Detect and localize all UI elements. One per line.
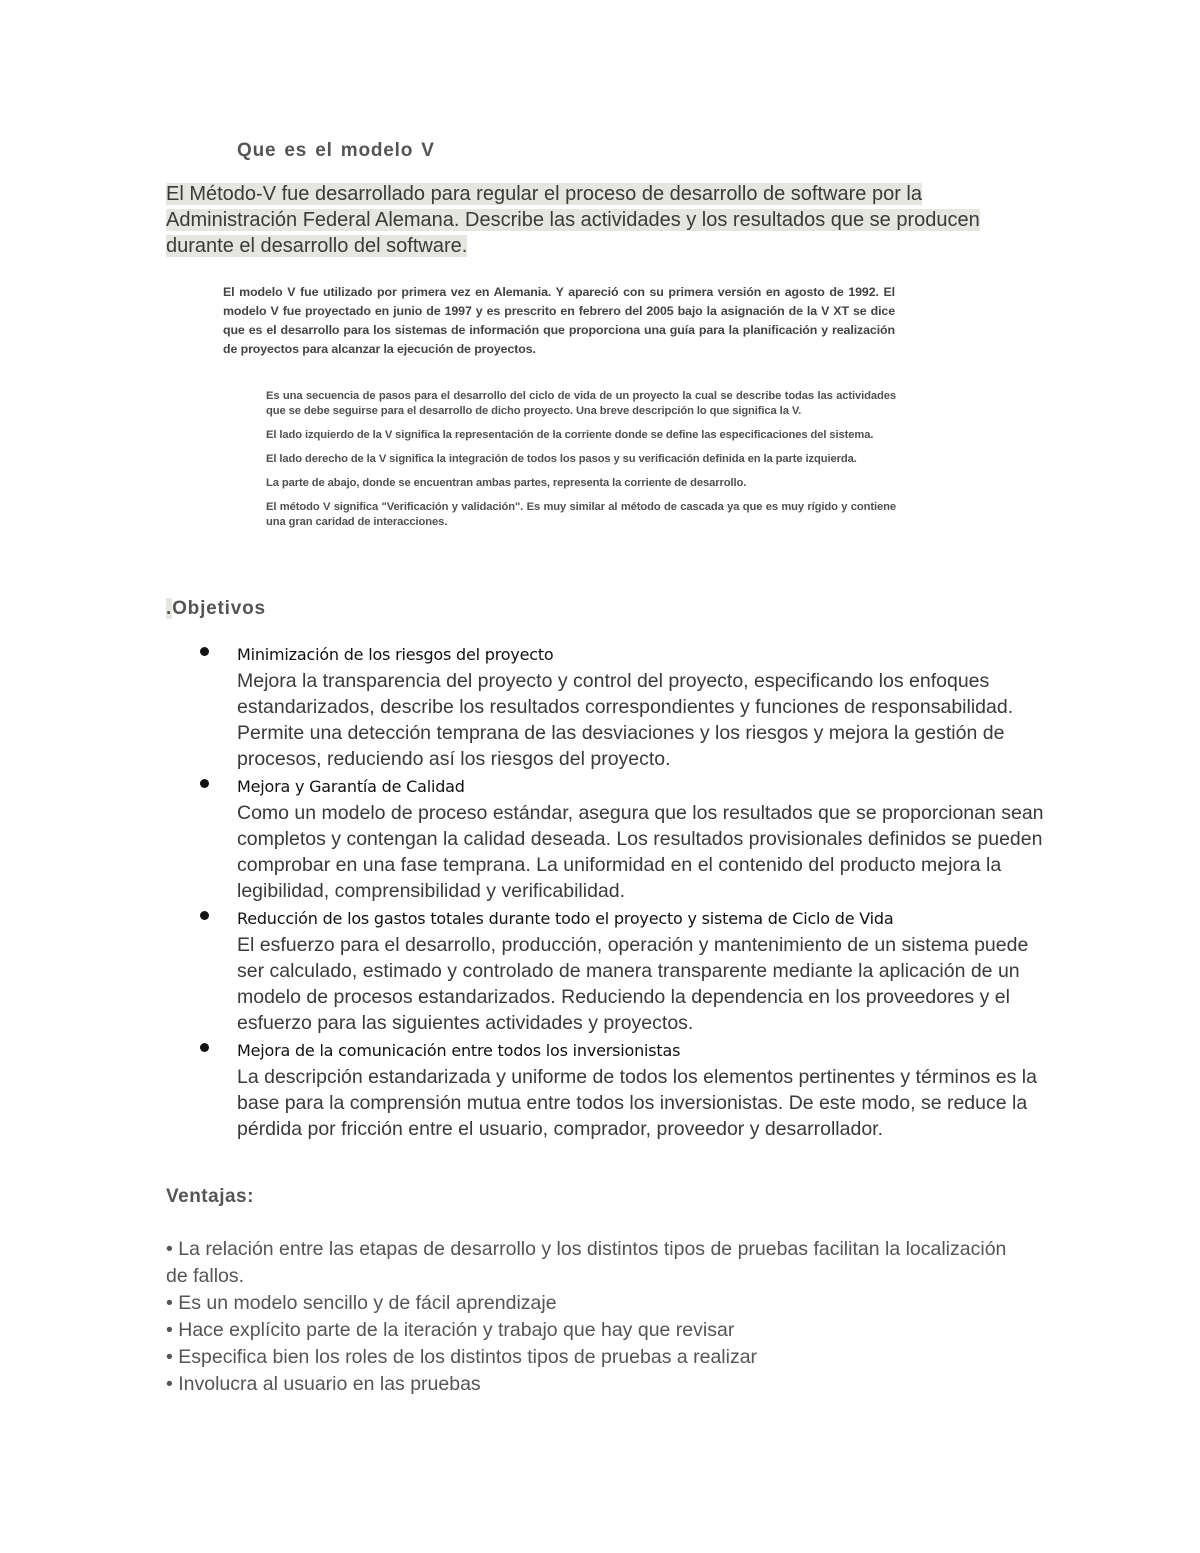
intro-text: El Método-V fue desarrollado para regular el proceso de desarrollo de software por la Administración Federal Alemana. Describe las actividades y los resultados que se producen durante el desarrollo del software. bbox=[166, 183, 980, 257]
objective-label: Mejora y Garantía de Calidad bbox=[237, 777, 465, 796]
objectives-heading bbox=[166, 598, 266, 620]
bullet-icon bbox=[200, 647, 209, 656]
ventaja-item: • Involucra al usuario en las pruebas bbox=[166, 1373, 481, 1395]
objective-item bbox=[200, 774, 1050, 904]
objective-description: Como un modelo de proceso estándar, asegura que los resultados que se proporcionan sean completos y contengan la calidad deseada. Los resultados provisionales definidos se pueden comprobar en una fase temprana. La uniformidad en el contenido del producto mejora la legibilidad, comprensibilidad y verificabilidad. bbox=[237, 802, 1044, 902]
objectives-heading-dot: . bbox=[166, 598, 173, 619]
page-title: Que es el modelo V bbox=[237, 140, 435, 161]
ventaja-item: • La relación entre las etapas de desarrollo y los distintos tipos de pruebas facilitan la localización de fallos. bbox=[166, 1238, 1007, 1287]
scan-line: Es una secuencia de pasos para el desarrollo del ciclo de vida de un proyecto la cual se describe todas las actividades que se debe seguirse para el desarrollo de dicho proyecto. Una breve descripción lo que significa la V. bbox=[266, 390, 896, 417]
objective-item bbox=[200, 906, 1050, 1036]
scan-line: El lado izquierdo de la V significa la representación de la corriente donde se define las especificaciones del sistema. bbox=[266, 429, 874, 441]
ventajas-heading: Ventajas: bbox=[166, 1186, 254, 1207]
ventajas-list bbox=[166, 1236, 1026, 1398]
objectives-list bbox=[200, 642, 1050, 1144]
objective-item bbox=[200, 642, 1050, 772]
bullet-icon bbox=[200, 911, 209, 920]
intro-paragraph bbox=[166, 181, 996, 259]
scan-line: La parte de abajo, donde se encuentran ambas partes, representa la corriente de desarrollo. bbox=[266, 477, 747, 489]
scan-line: El lado derecho de la V significa la integración de todos los pasos y su verificación definida en la parte izquierda. bbox=[266, 453, 857, 465]
objective-label: Mejora de la comunicación entre todos los inversionistas bbox=[237, 1041, 681, 1060]
bullet-icon bbox=[200, 1043, 209, 1052]
objective-description: La descripción estandarizada y uniforme de todos los elementos pertinentes y términos es la base para la comprensión mutua entre todos los inversionistas. De este modo, se reduce la pérdida por fricción entre el usuario, comprador, proveedor y desarrollador. bbox=[237, 1066, 1037, 1140]
objective-description: El esfuerzo para el desarrollo, producción, operación y mantenimiento de un sistema puede ser calculado, estimado y controlado de manera transparente mediante la aplicación de un modelo de procesos estandarizados. Reduciendo la dependencia en los proveedores y el esfuerzo para las siguientes actividades y proyectos. bbox=[237, 934, 1029, 1034]
objective-item bbox=[200, 1038, 1050, 1142]
objective-description: Mejora la transparencia del proyecto y control del proyecto, especificando los enfoques estandarizados, describe los resultados correspondientes y funciones de responsabilidad. Permite una detección temprana de las desviaciones y los riesgos y mejora la gestión de procesos, reduciendo así los riesgos del proyecto. bbox=[237, 670, 1014, 770]
scanned-paragraph-history: El modelo V fue utilizado por primera vez en Alemania. Y apareció con su primera versión en agosto de 1992. El modelo V fue proyectado en junio de 1997 y es prescrito en febrero del 2005 bajo la asignación de la V XT se dice que es el desarrollo para los sistemas de información que proporciona una guía para la planificación y realización de proyectos para alcanzar la ejecución de proyectos. bbox=[223, 285, 895, 356]
objectives-heading-text: Objetivos bbox=[172, 598, 266, 619]
bullet-icon bbox=[200, 779, 209, 788]
scan-line: El método V significa "Verificación y validación". Es muy similar al método de cascada ya que es muy rígido y contiene una gran caridad de interacciones. bbox=[266, 501, 896, 528]
objective-label: Minimización de los riesgos del proyecto bbox=[237, 645, 554, 664]
ventaja-item: • Es un modelo sencillo y de fácil aprendizaje bbox=[166, 1292, 557, 1314]
ventaja-item: • Especifica bien los roles de los distintos tipos de pruebas a realizar bbox=[166, 1346, 758, 1368]
scanned-paragraph-definition bbox=[266, 389, 896, 539]
ventaja-item: • Hace explícito parte de la iteración y trabajo que hay que revisar bbox=[166, 1319, 735, 1341]
objective-label: Reducción de los gastos totales durante todo el proyecto y sistema de Ciclo de Vida bbox=[237, 909, 894, 928]
